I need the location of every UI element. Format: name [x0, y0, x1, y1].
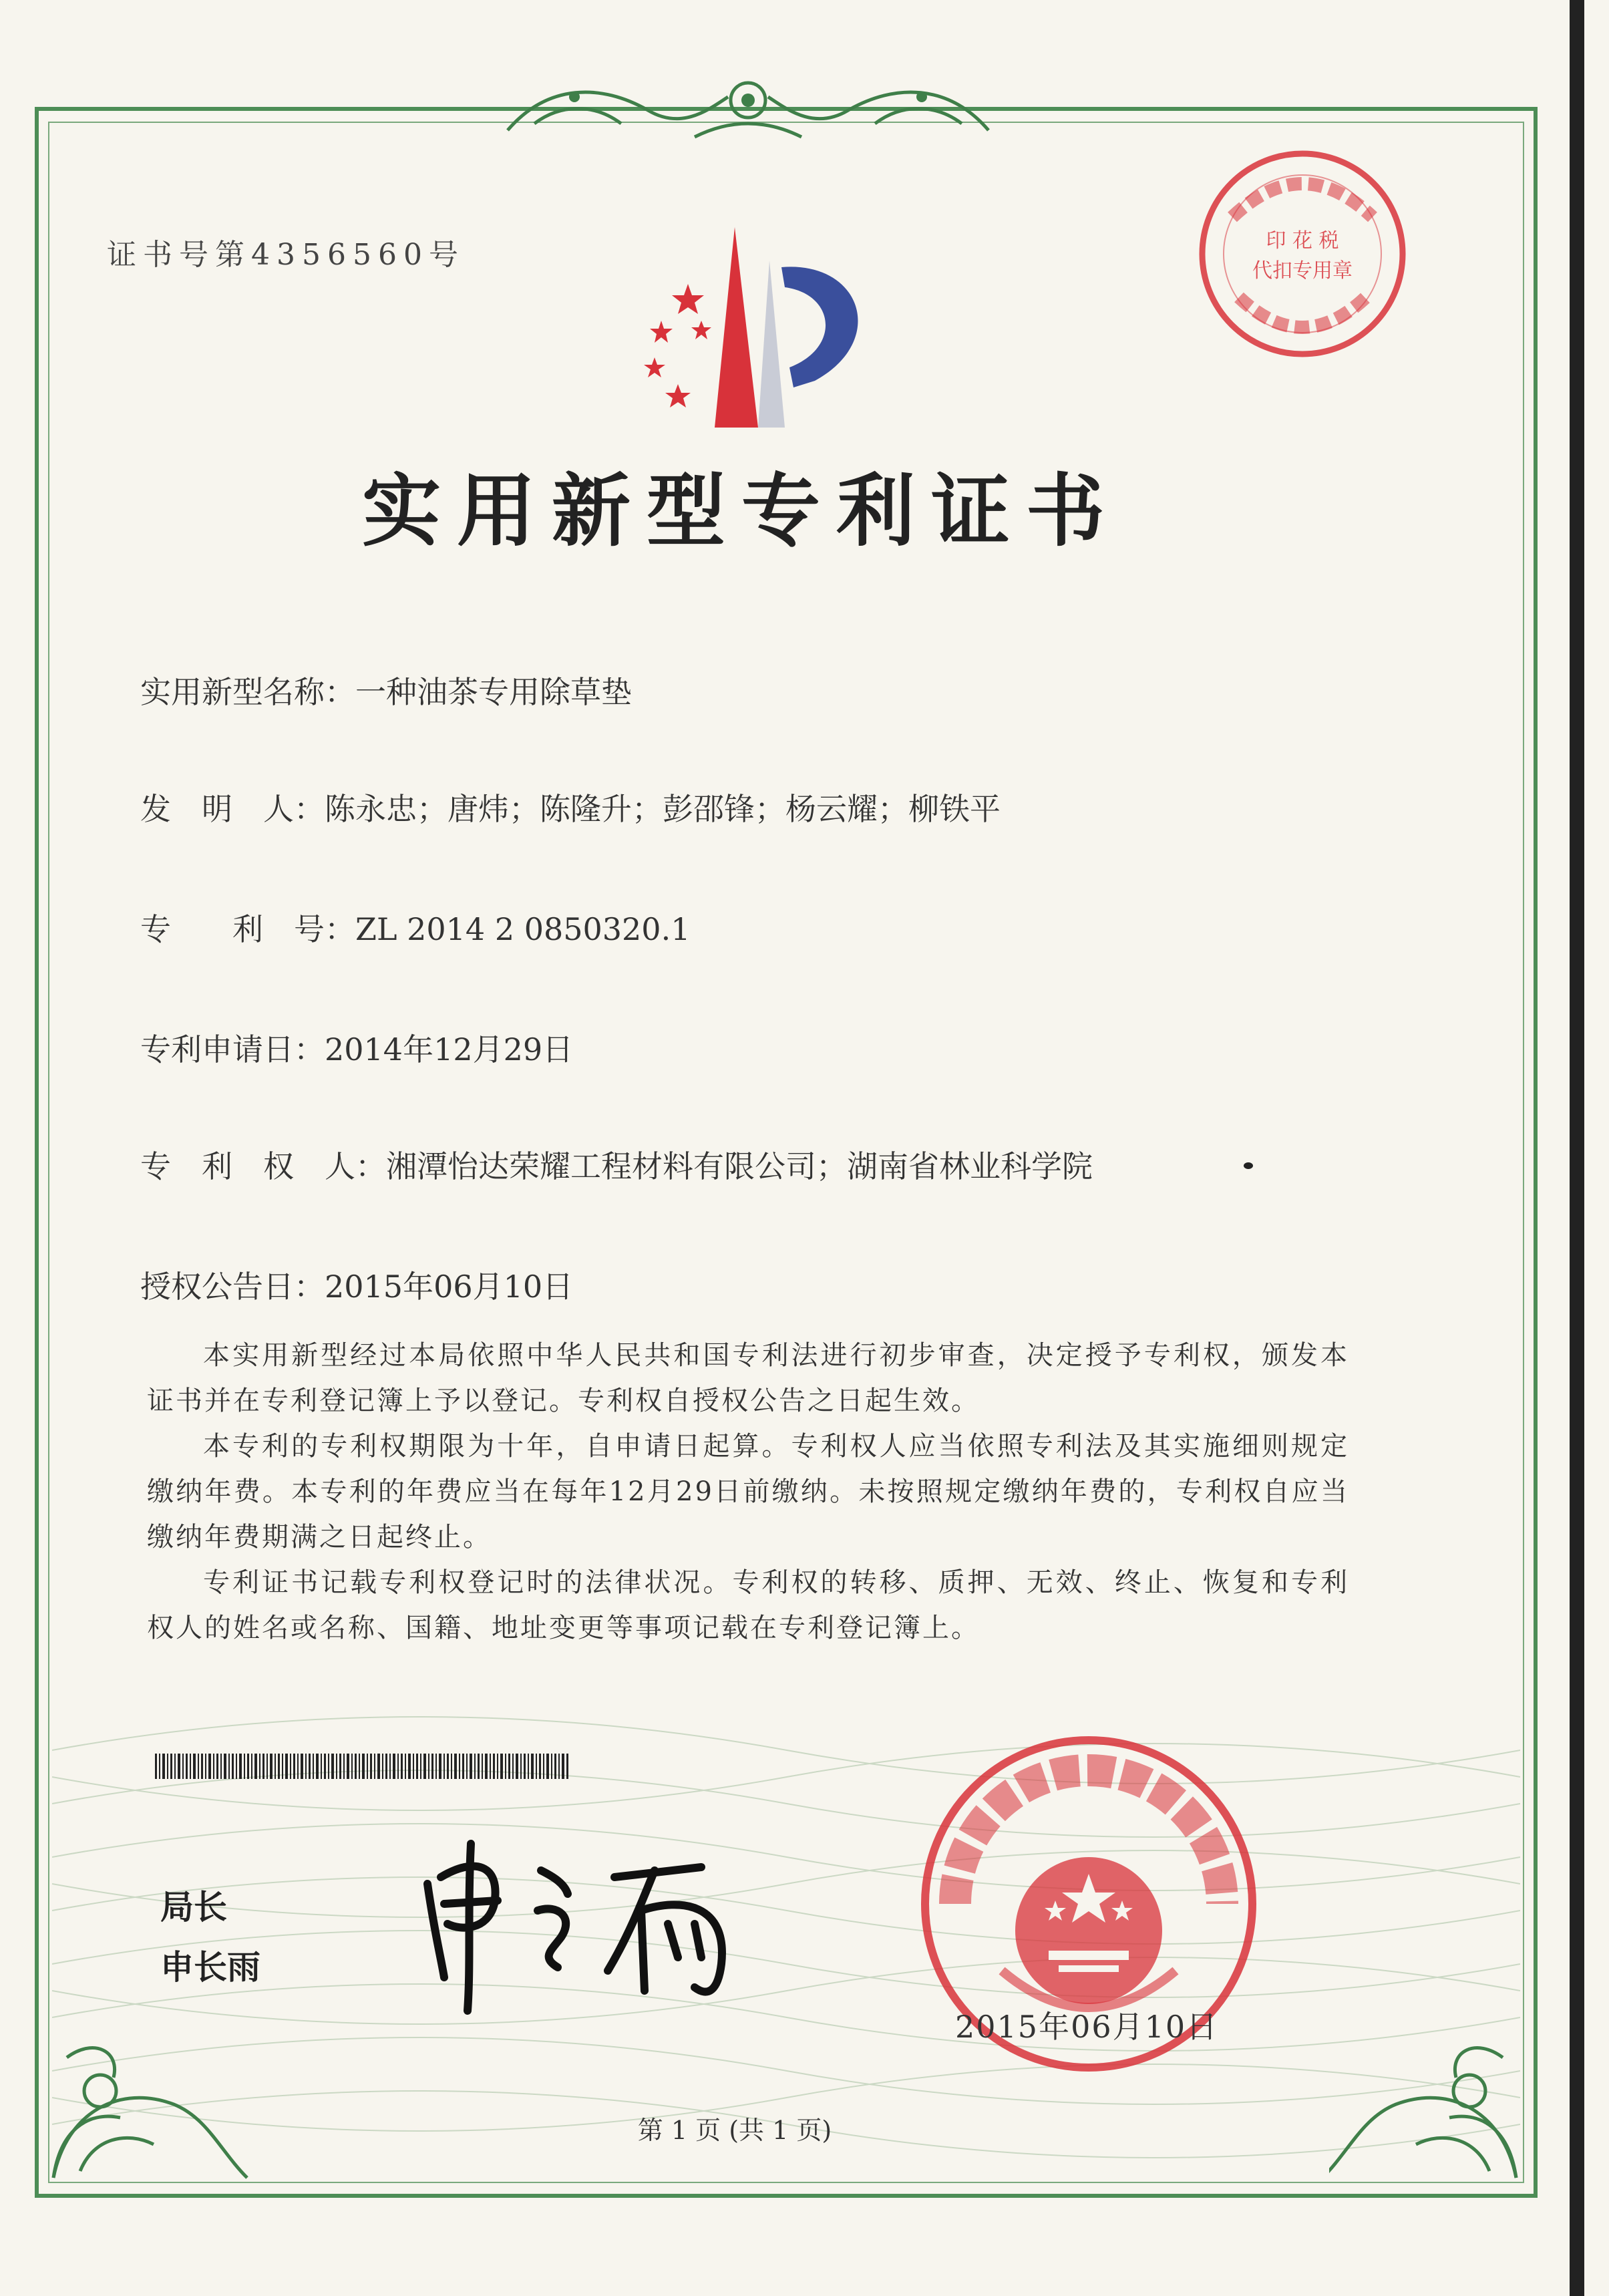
- sipo-logo-icon: [614, 220, 895, 434]
- field-value: 陈永忠；唐炜；陈隆升；彭邵锋；杨云耀；柳铁平: [325, 791, 1001, 827]
- field-value: 2014年12月29日: [325, 1031, 574, 1068]
- field-value: 湘潭怡达荣耀工程材料有限公司；湖南省林业科学院: [386, 1148, 1093, 1184]
- svg-text:代扣专用章: 代扣专用章: [1252, 259, 1353, 283]
- body-paragraph: 专利证书记载专利权登记时的法律状况。专利权的转移、质押、无效、终止、恢复和专利权人的姓名或名称、国籍、地址变更等事项记载在专利登记簿上。: [147, 1567, 1349, 1643]
- certificate-number: 证书号第4356560号: [107, 238, 465, 272]
- field-inventors: [140, 785, 1001, 829]
- seal-date: 2015年06月10日: [955, 2009, 1219, 2045]
- field-utility-model-name: [140, 668, 632, 712]
- field-value: 一种油茶专用除草垫: [355, 674, 632, 710]
- tax-seal-stamp: [1192, 144, 1413, 364]
- certificate-title: 实用新型专利证书: [361, 464, 1121, 557]
- page-number: 第 1 页 (共 1 页): [637, 2116, 832, 2145]
- corner-ornament-bottom-right: [1329, 1977, 1530, 2191]
- field-value: 2015年06月10日: [325, 1269, 574, 1305]
- field-label: 专 利 号：: [140, 911, 355, 947]
- field-label: 授权公告日：: [140, 1269, 325, 1305]
- field-application-date: [140, 1025, 573, 1070]
- body-paragraph: 本专利的专利权期限为十年，自申请日起算。专利权人应当依照专利法及其实施细则规定缴纳年费。本专利的年费应当在每年12月29日前缴纳。未按照规定缴纳年费的，专利权自应当缴纳年费期满之日起终止。: [147, 1431, 1349, 1552]
- svg-text:印 花 税: 印 花 税: [1266, 229, 1339, 253]
- director-title: 局长: [160, 1888, 227, 1927]
- barcode: [155, 1754, 569, 1779]
- field-label: 发 明 人：: [140, 791, 325, 827]
- top-ornament: [494, 70, 1002, 150]
- field-label: 实用新型名称：: [140, 674, 355, 710]
- field-patent-number: [140, 905, 690, 949]
- guilloche-pattern: [52, 1670, 1520, 2178]
- field-value: ZL 2014 2 0850320.1: [355, 911, 691, 947]
- body-text: [147, 1333, 1349, 1651]
- scan-edge: [1570, 0, 1584, 2296]
- field-label: 专利申请日：: [140, 1031, 325, 1068]
- field-grant-date: [140, 1263, 573, 1307]
- corner-ornament-bottom-left: [40, 1977, 260, 2191]
- field-patentee: [140, 1142, 1093, 1186]
- field-label: 专 利 权 人：: [140, 1148, 386, 1184]
- director-signature: [414, 1830, 775, 2017]
- body-paragraph: 本实用新型经过本局依照中华人民共和国专利法进行初步审查，决定授予专利权，颁发本证书并在专利登记簿上予以登记。专利权自授权公告之日起生效。: [147, 1340, 1349, 1416]
- director-name: 申长雨: [160, 1948, 260, 1987]
- ink-dot: [1244, 1162, 1253, 1169]
